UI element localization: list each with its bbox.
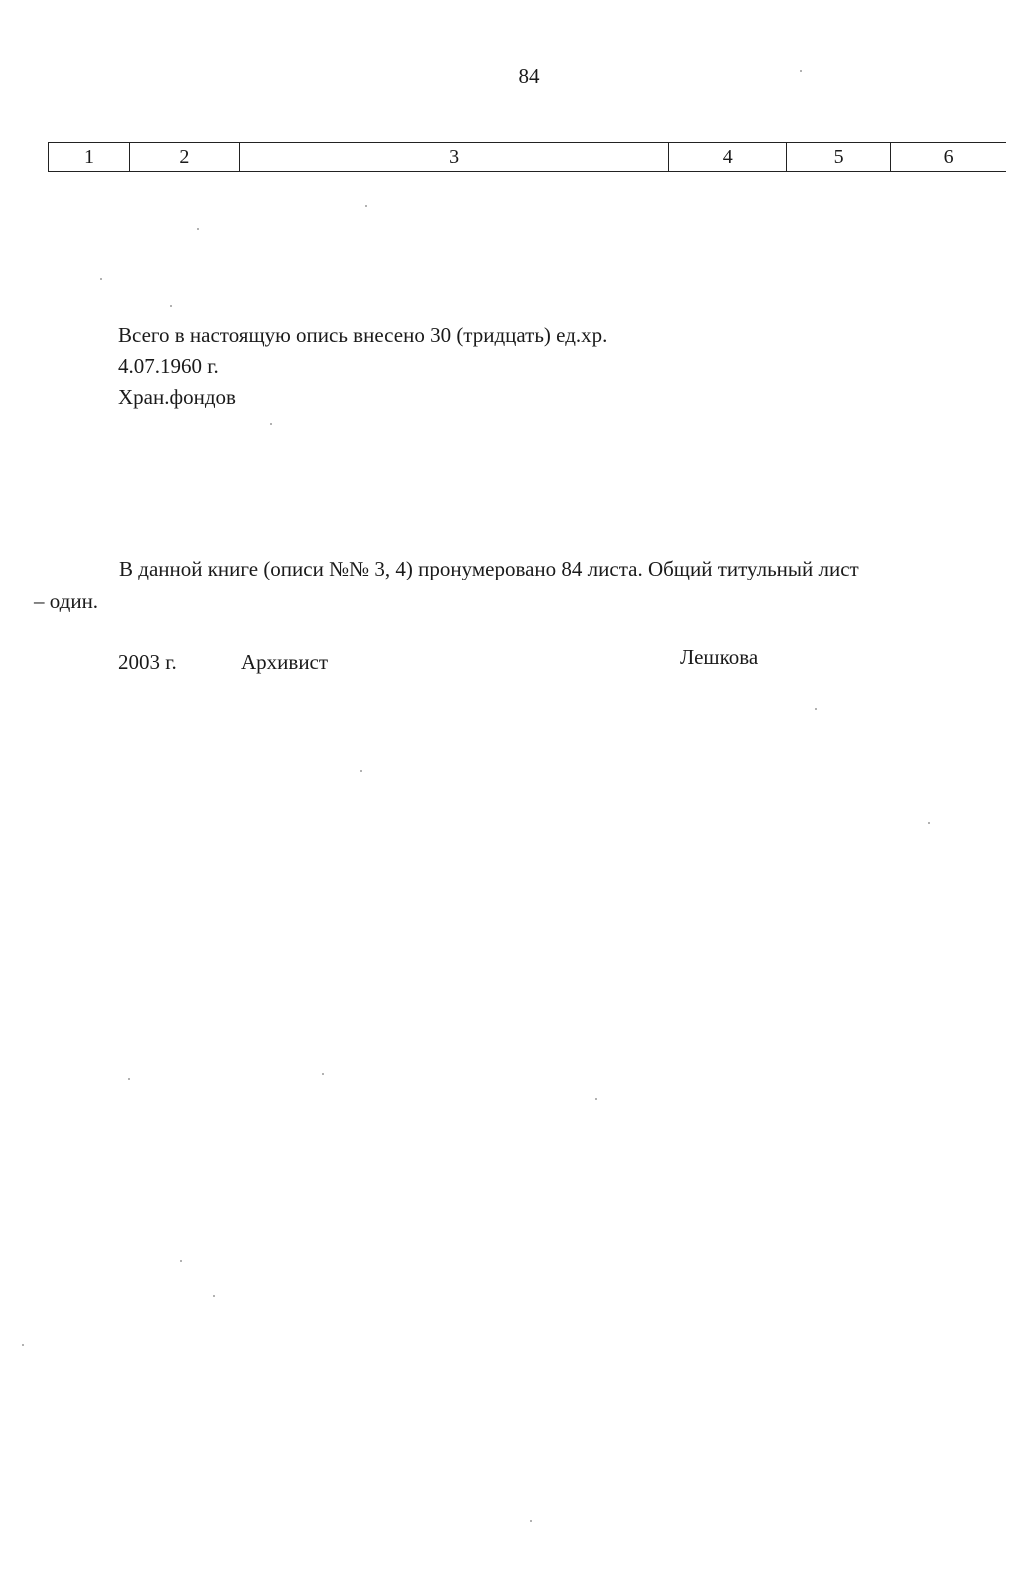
page-number: 84	[518, 64, 540, 88]
signature-role: Архивист	[241, 650, 329, 674]
certification-line-1: В данной книге (описи №№ 3, 4) пронумеровано 84 листа. Общий титульный лист	[119, 559, 859, 580]
scan-speck	[800, 70, 802, 72]
summary-role: Хран.фондов	[118, 385, 236, 409]
certification-line-2: – один.	[34, 589, 99, 613]
signature-year: 2003 г.	[118, 650, 177, 674]
scan-speck	[128, 1078, 130, 1080]
scan-speck	[595, 1098, 597, 1100]
column-header-1: 1	[49, 143, 130, 171]
column-header-table	[48, 142, 1006, 172]
scan-speck	[22, 1344, 24, 1346]
summary-date: 4.07.1960 г.	[118, 354, 219, 378]
scan-speck	[360, 770, 362, 772]
column-header-5: 5	[787, 143, 891, 171]
column-header-6: 6	[943, 145, 954, 168]
scan-speck	[213, 1295, 215, 1297]
signature-name: Лешкова	[680, 645, 759, 669]
scan-speck	[815, 708, 817, 710]
scan-speck	[100, 278, 102, 280]
column-header-4: 4	[669, 143, 787, 171]
scan-speck	[197, 228, 199, 230]
scan-speck	[180, 1260, 182, 1262]
scan-speck	[365, 205, 367, 207]
scan-speck	[928, 822, 930, 824]
scan-speck	[170, 305, 172, 307]
total-items-line: Всего в настоящую опись внесено 30 (тридцать) ед.хр.	[118, 323, 608, 347]
scan-speck	[322, 1073, 324, 1075]
scan-speck	[270, 423, 272, 425]
scan-speck	[530, 1520, 532, 1522]
column-header-2: 2	[130, 143, 240, 171]
column-header-3: 3	[240, 143, 670, 171]
